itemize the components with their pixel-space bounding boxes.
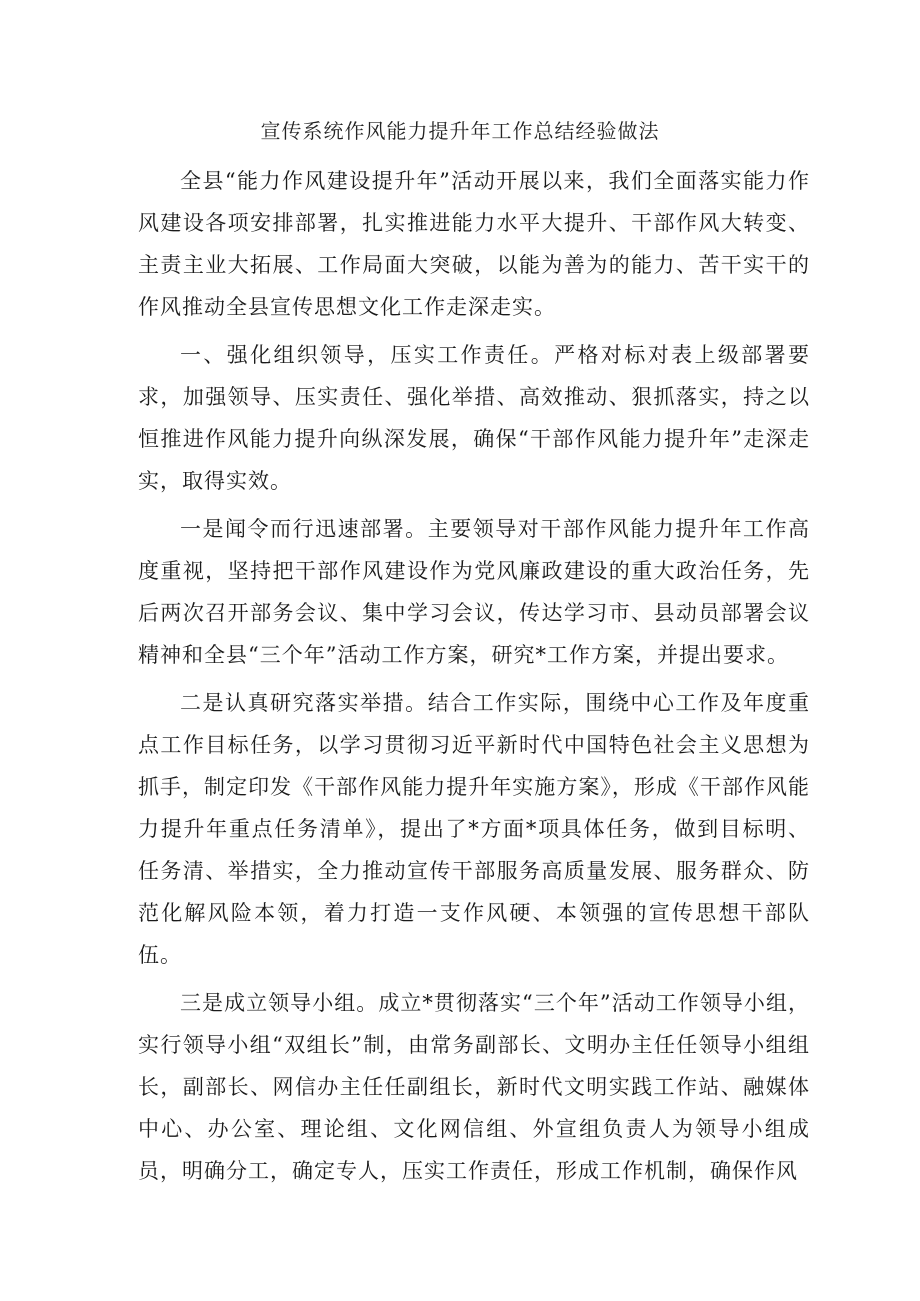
paragraph-point-two: 二是认真研究落实举措。结合工作实际，围绕中心工作及年度重点工作目标任务，以学习贯彻习近平新时代中国特色社会主义思想为抓手，制定印发《干部作风能力提升年实施方案》，形成《干部作风能力提升年重点任务清单》，提出了*方面*项具体任务，做到目标明、任务清、举措实，全力推动宣传干部服务高质量发展、服务群众、防范化解风险本领，着力打造一支作风硬、本领强的宣传思想干部队伍。	[138, 691, 810, 967]
paragraph-intro: 全县“能力作风建设提升年”活动开展以来，我们全面落实能力作风建设各项安排部署，扎实推进能力水平大提升、干部作风大转变、主责主业大拓展、工作局面大突破，以能为善为的能力、苦干实干的作风推动全县宣传思想文化工作走深走实。	[138, 169, 810, 319]
paragraph-point-one: 一是闻令而行迅速部署。主要领导对干部作风能力提升年工作高度重视，坚持把干部作风建设作为党风廉政建设的重大政治任务，先后两次召开部务会议、集中学习会议，传达学习市、县动员部署会议精神和全县“三个年”活动工作方案，研究*工作方案，并提出要求。	[138, 517, 810, 667]
paragraph-point-three: 三是成立领导小组。成立*贯彻落实“三个年”活动工作领导小组，实行领导小组“双组长”制，由常务副部长、文明办主任任领导小组组长，副部长、网信办主任任副组长，新时代文明实践工作站、融媒体中心、办公室、理论组、文化网信组、外宣组负责人为领导小组成员，明确分工，确定专人，压实工作责任，形成工作机制，确保作风	[138, 991, 810, 1183]
document-title: 宣传系统作风能力提升年工作总结经验做法	[260, 119, 660, 143]
paragraph-section-one: 一、强化组织领导，压实工作责任。严格对标对表上级部署要求，加强领导、压实责任、强化举措、高效推动、狠抓落实，持之以恒推进作风能力提升向纵深发展，确保“干部作风能力提升年”走深走实，取得实效。	[138, 343, 810, 493]
document-body	[138, 160, 810, 1198]
